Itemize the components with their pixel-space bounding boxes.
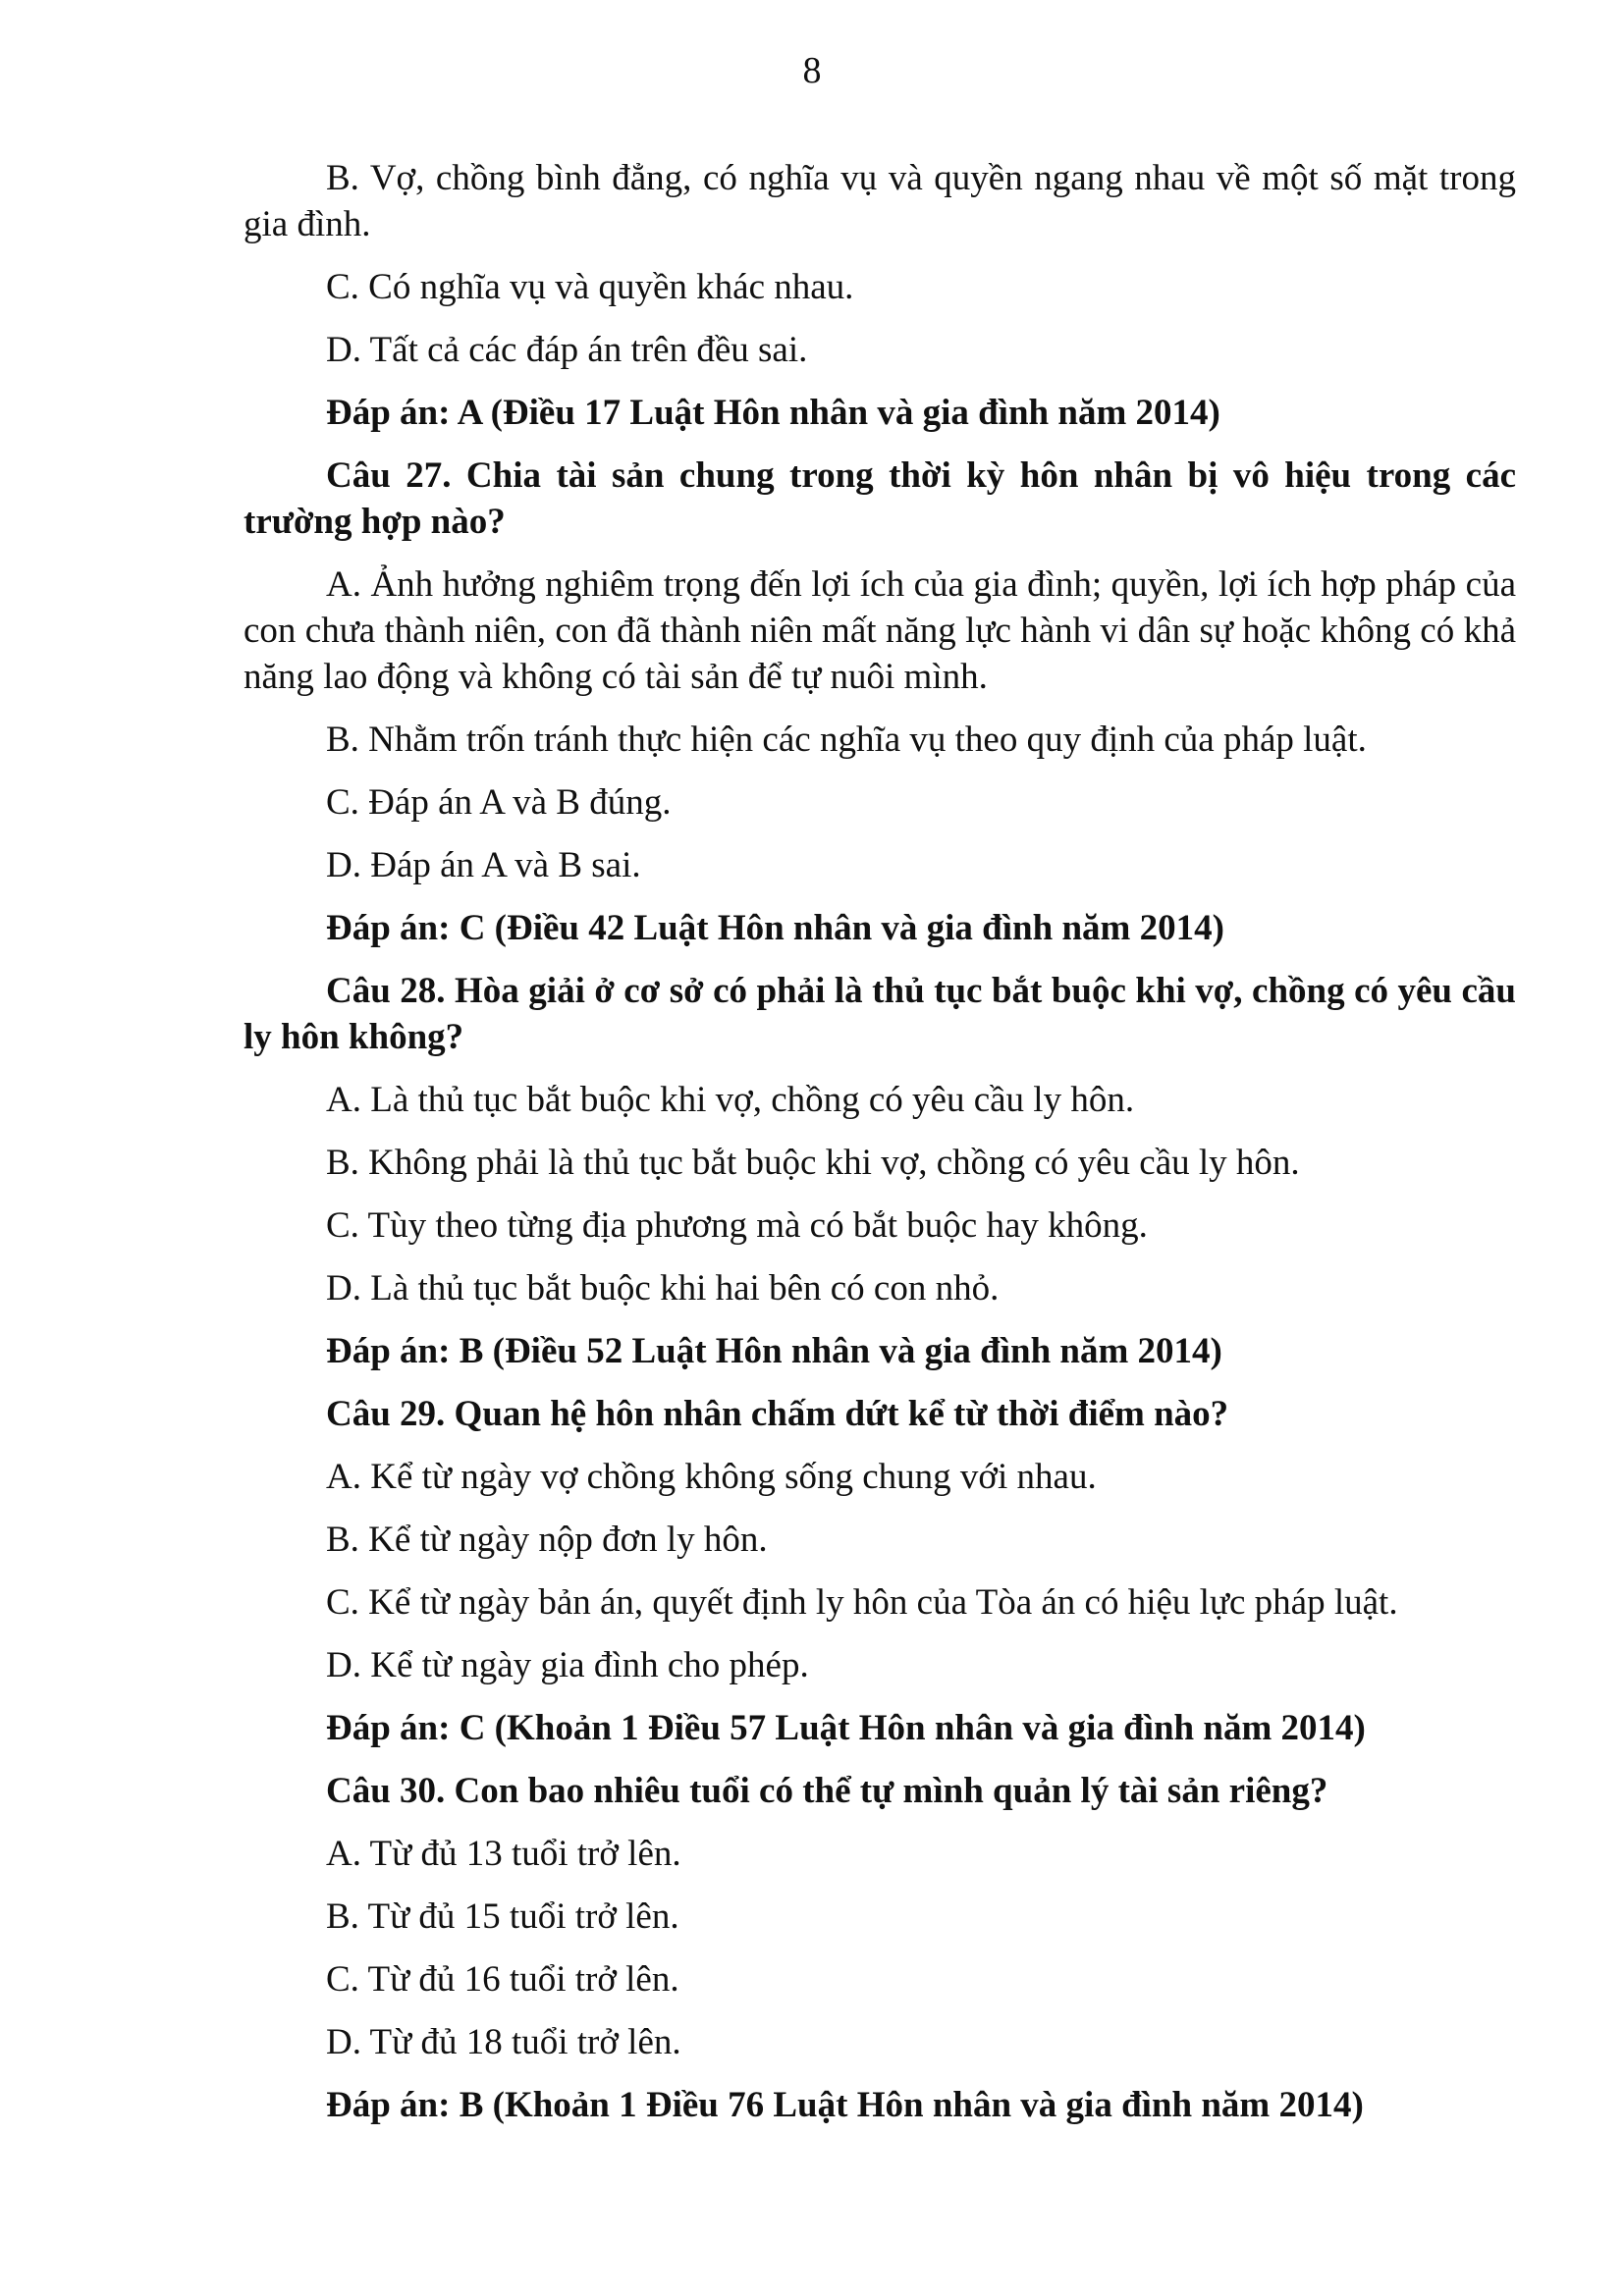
answer-option: D. Đáp án A và B sai.	[326, 845, 641, 885]
question: Câu 27. Chia tài sản chung trong thời kỳ hôn nhân bị vô hiệu trong các trường hợp nào?	[244, 455, 1516, 542]
answer-key: Đáp án: C (Khoản 1 Điều 57 Luật Hôn nhân và gia đình năm 2014)	[326, 1708, 1366, 1748]
answer-option: C. Từ đủ 16 tuổi trở lên.	[326, 1959, 679, 2000]
answer-option: D. Từ đủ 18 tuổi trở lên.	[326, 2022, 681, 2062]
answer-option: D. Tất cả các đáp án trên đều sai.	[326, 330, 808, 370]
answer-option: C. Kể từ ngày bản án, quyết định ly hôn của Tòa án có hiệu lực pháp luật.	[326, 1582, 1398, 1623]
document-body	[244, 155, 1516, 2145]
answer-option: A. Ảnh hưởng nghiêm trọng đến lợi ích của gia đình; quyền, lợi ích hợp pháp của con chưa thành niên, con đã thành niên mất năng lực hành vi dân sự hoặc không có khả năng lao động và không có tài sản để tự nuôi mình.	[244, 564, 1516, 697]
answer-key: Đáp án: B (Khoản 1 Điều 76 Luật Hôn nhân và gia đình năm 2014)	[326, 2085, 1364, 2125]
page-number: 8	[802, 50, 822, 91]
question: Câu 30. Con bao nhiêu tuổi có thể tự mình quản lý tài sản riêng?	[326, 1771, 1328, 1811]
question: Câu 29. Quan hệ hôn nhân chấm dứt kể từ thời điểm nào?	[326, 1394, 1229, 1434]
answer-option: B. Kể từ ngày nộp đơn ly hôn.	[326, 1520, 768, 1560]
answer-option: D. Kể từ ngày gia đình cho phép.	[326, 1645, 809, 1685]
answer-option: A. Từ đủ 13 tuổi trở lên.	[326, 1834, 681, 1874]
answer-option: B. Từ đủ 15 tuổi trở lên.	[326, 1896, 679, 1937]
answer-key: Đáp án: B (Điều 52 Luật Hôn nhân và gia đình năm 2014)	[326, 1331, 1222, 1371]
answer-option: D. Là thủ tục bắt buộc khi hai bên có con nhỏ.	[326, 1268, 1000, 1308]
answer-option: C. Có nghĩa vụ và quyền khác nhau.	[326, 267, 854, 307]
answer-option: A. Là thủ tục bắt buộc khi vợ, chồng có yêu cầu ly hôn.	[326, 1080, 1135, 1120]
answer-option: B. Vợ, chồng bình đẳng, có nghĩa vụ và quyền ngang nhau về một số mặt trong gia đình.	[244, 158, 1516, 244]
question: Câu 28. Hòa giải ở cơ sở có phải là thủ tục bắt buộc khi vợ, chồng có yêu cầu ly hôn không?	[244, 971, 1516, 1057]
answer-option: C. Đáp án A và B đúng.	[326, 782, 672, 823]
answer-key: Đáp án: C (Điều 42 Luật Hôn nhân và gia đình năm 2014)	[326, 908, 1224, 948]
answer-key: Đáp án: A (Điều 17 Luật Hôn nhân và gia đình năm 2014)	[326, 393, 1220, 433]
answer-option: C. Tùy theo từng địa phương mà có bắt buộc hay không.	[326, 1205, 1148, 1246]
answer-option: B. Nhằm trốn tránh thực hiện các nghĩa vụ theo quy định của pháp luật.	[326, 720, 1367, 760]
answer-option: A. Kể từ ngày vợ chồng không sống chung với nhau.	[326, 1457, 1097, 1497]
answer-option: B. Không phải là thủ tục bắt buộc khi vợ, chồng có yêu cầu ly hôn.	[326, 1143, 1300, 1183]
